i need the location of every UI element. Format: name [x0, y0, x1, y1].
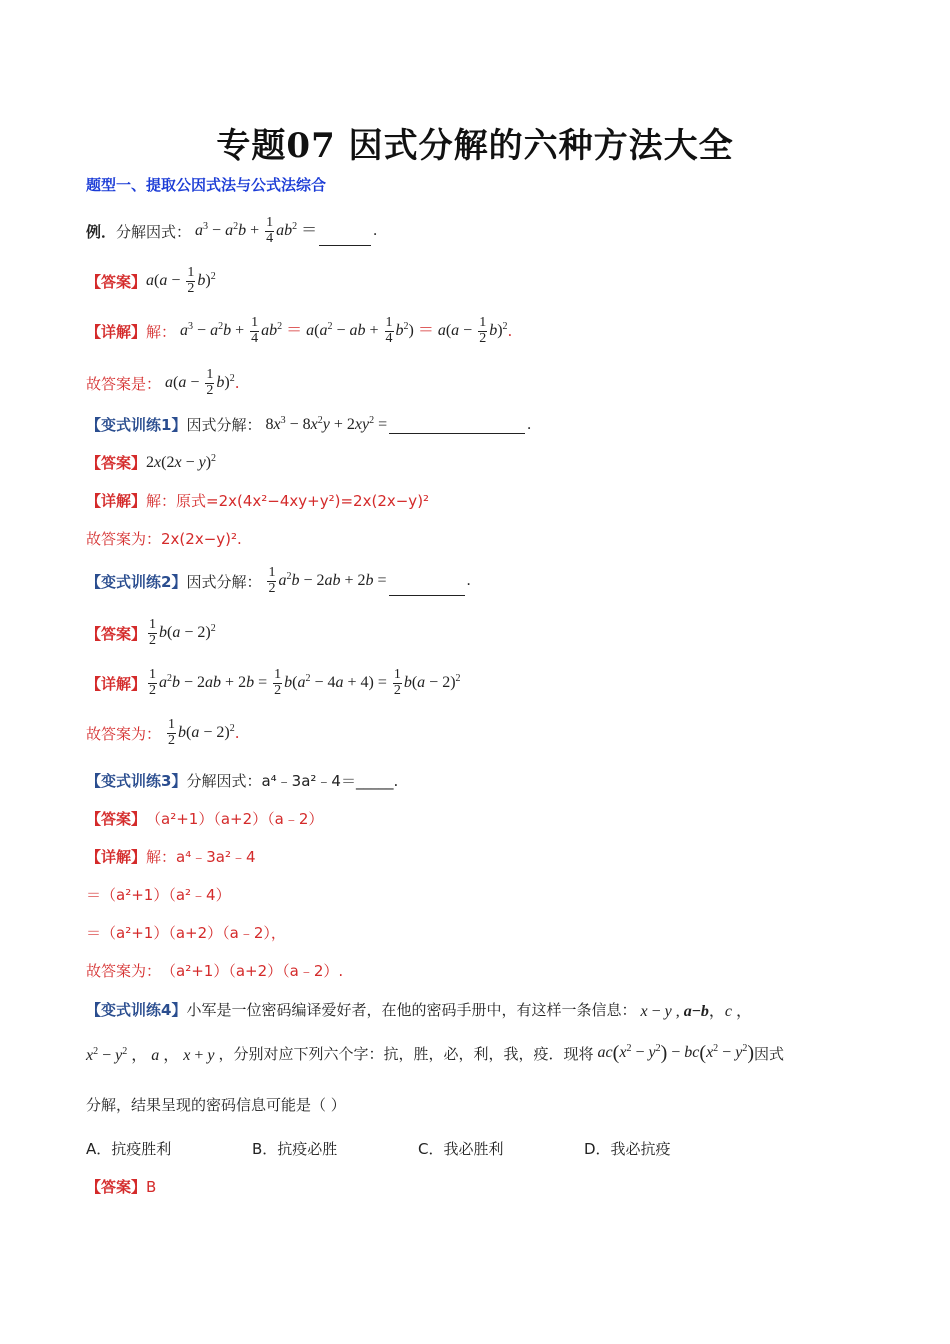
- variant4-question-line1: 【变式训练4】 小军是一位密码编译爱好者，在他的密码手册中，有这样一条信息： x − y , a−b，c ，: [86, 1001, 752, 1020]
- variant2-tag: 【变式训练2】: [86, 572, 187, 591]
- option-d: D．我必抗疫: [584, 1140, 671, 1158]
- detail-tag: 【详解】: [86, 492, 147, 510]
- final-label: 故答案是：: [86, 374, 162, 393]
- example-final: 故答案是： a(a − $\frac{1}{2}$ b)$^2$ .: [86, 367, 240, 398]
- final-label: 故答案为：: [86, 724, 162, 743]
- variant4-question-line3: 分解，结果呈现的密码信息可能是（ ）: [86, 1096, 346, 1114]
- jie-label: 解：: [146, 322, 177, 341]
- detail-tag: 【详解】: [86, 674, 147, 693]
- variant4-question-line2: $x^2 - y^2$ ， a ， x + y ，分别对应下列六个字：抗，胜，必，利，我，疫．现将 $ac(x^2 - y^2) - bc(x^2 - y^2)$ 因式: [86, 1042, 784, 1064]
- variant3-answer: [86, 808, 323, 829]
- variant2-final: 故答案为： $\frac{1}{2}$ $b(a - 2)^2$ .: [86, 717, 240, 748]
- variant4-text2: ，分别对应下列六个字：抗，胜，必，利，我，疫．现将: [218, 1045, 594, 1063]
- variant4-answer-value: B: [146, 1177, 157, 1196]
- final-label: 故答案为：: [86, 530, 162, 548]
- answer-tag: 【答案】: [86, 1178, 147, 1196]
- variant4-tag: 【变式训练4】: [86, 1001, 187, 1019]
- variant4-text1: 小军是一位密码编译爱好者，在他的密码手册中，有这样一条信息：: [186, 1001, 637, 1019]
- page-title: 专题07 因式分解的六种方法大全: [216, 126, 734, 166]
- variant3-answer-value: （a²+1）（a+2）（a﹣2）: [146, 810, 324, 828]
- answer-tag: 【答案】: [86, 272, 147, 291]
- answer-tag: 【答案】: [86, 810, 147, 828]
- variant3-step1: ＝（a²+1）（a²﹣4）: [86, 886, 231, 904]
- example-prompt: 分解因式：: [116, 222, 192, 241]
- variant1-final-value: 2x(2x−y)².: [161, 529, 242, 548]
- example-label: 例．: [86, 222, 117, 241]
- variant1-detail-text: 原式=2x(4x²−4xy+y²)=2x(2x−y)²: [176, 492, 430, 510]
- variant3-final: [86, 960, 343, 981]
- variant3-detail: [86, 846, 256, 867]
- variant1-detail: [86, 490, 429, 511]
- variant3-tag: 【变式训练3】: [86, 772, 187, 790]
- answer-tag: 【答案】: [86, 624, 147, 643]
- example-detail: 【详解】 解： $a^3 - a^2b$ + $\frac{1}{4}$ $ab^2 = a(a^2$ − ab + $\frac{1}{4}$ $b^2) = a(a$ − $\frac{1}{2}$ b)$^2$ .: [86, 315, 513, 346]
- variant3-detail-expression: a⁴﹣3a²﹣4: [176, 848, 256, 866]
- example-expression: $a^3 - a^2b$ + $\frac{1}{4}$ $ab^2$ ＝ .: [195, 215, 378, 246]
- example-question: [86, 216, 377, 246]
- detail-tag: 【详解】: [86, 322, 147, 341]
- variant3-step2: ＝（a²+1）（a+2）（a﹣2），: [86, 924, 286, 942]
- variant2-detail: 【详解】 $\frac{1}{2}$ $a^2b - 2ab + 2b$ = $\frac{1}{2}$ $b(a^2 - 4a + 4)$ = $\frac{1}{2}$ $b(a - 2)^2$: [86, 667, 461, 698]
- variant2-prompt: 因式分解：: [186, 572, 262, 591]
- variant2-answer: 【答案】 $\frac{1}{2}$ $b(a - 2)^2$: [86, 617, 216, 648]
- answer-tag: 【答案】: [86, 454, 147, 472]
- variant3-expression: a⁴﹣3a²﹣4＝_____.: [261, 772, 399, 790]
- variant4-answer: [86, 1176, 156, 1197]
- variant1-tag: 【变式训练1】: [86, 416, 187, 434]
- option-a: A．抗疫胜利: [86, 1140, 172, 1158]
- jie-label: 解：: [146, 848, 177, 866]
- option-c: C．我必胜利: [418, 1140, 504, 1158]
- example-answer: 【答案】 a(a − $\frac{1}{2}$ b)$^2$: [86, 265, 216, 296]
- final-label: 故答案为：: [86, 962, 162, 980]
- variant1-prompt: 因式分解：: [186, 416, 262, 434]
- variant3-prompt: 分解因式：: [186, 772, 262, 790]
- variant1-question: 【变式训练1】 因式分解： $8x^3 - 8x^2y + 2xy^2$ = .: [86, 414, 532, 434]
- variant1-answer: 【答案】 $2x(2x - y)^2$: [86, 452, 217, 472]
- variant4-options: [86, 1138, 750, 1159]
- variant3-question: [86, 770, 398, 791]
- option-b: B．抗疫必胜: [252, 1140, 338, 1158]
- variant4-text3: 因式: [753, 1045, 784, 1063]
- jie-label: 解：: [146, 492, 177, 510]
- variant1-final: [86, 528, 242, 549]
- section-heading: 题型一、提取公因式法与公式法综合: [86, 176, 327, 194]
- detail-tag: 【详解】: [86, 848, 147, 866]
- variant3-final-value: （a²+1）（a+2）（a﹣2）.: [161, 962, 344, 980]
- variant2-question: 【变式训练2】 因式分解： $\frac{1}{2}$ $a^2b - 2ab + 2b$ = .: [86, 565, 471, 596]
